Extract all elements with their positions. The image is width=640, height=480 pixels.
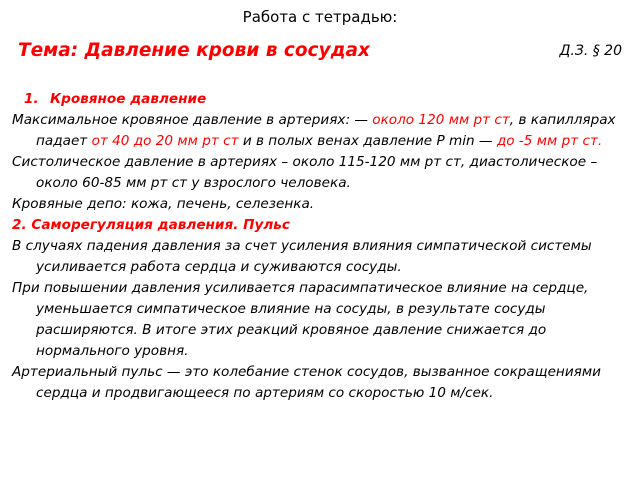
page-header: Работа с тетрадью: <box>242 8 398 26</box>
topic-title: Тема: Давление крови в сосудах <box>18 40 370 61</box>
homework-reference: Д.З. § 20 <box>559 43 622 59</box>
section-number: 1. <box>24 91 39 107</box>
content <box>12 89 624 404</box>
paragraph-pressure-drop: В случаях падения давления за счет усиления влияния симпатической системы усиливается работа сердца и суживаются сосуды. <box>12 238 592 275</box>
paragraph-max-pressure <box>12 110 624 152</box>
highlight-value: около 120 мм рт ст <box>372 112 510 128</box>
section-heading-self-regulation: 2. Саморегуляция давления. Пульс <box>12 217 290 233</box>
paragraph-blood-depots: Кровяные депо: кожа, печень, селезенка. <box>12 196 315 212</box>
text-run: Максимальное кровяное давление в артериях: — <box>12 112 373 128</box>
topic-row <box>18 40 622 66</box>
highlight-value: от 40 до 20 мм рт ст <box>91 133 239 149</box>
text-run: и в полых венах давление P min — <box>238 133 497 149</box>
paragraph-pressure-rise: При повышении давления усиливается парасимпатическое влияние на сердце, уменьшается симпатическое влияние на сосуды, в результате сосуды расширяются. В итоге этих реакций кровяное давление снижается до нормального уровня. <box>12 280 589 359</box>
highlight-value: до -5 мм рт ст. <box>496 133 603 149</box>
paragraph-systolic-diastolic: Систолическое давление в артериях – около 115-120 мм рт ст, диастолическое – около 60-85 мм рт ст у взрослого человека. <box>12 154 598 191</box>
paragraph-arterial-pulse: Артериальный пульс — это колебание стенок сосудов, вызванное сокращениями сердца и продвигающееся по артериям со скоростью 10 м/сек. <box>12 364 601 401</box>
text-run: , в капиллярах падает <box>36 112 616 149</box>
section-heading-blood-pressure <box>12 89 624 110</box>
section-title: Кровяное давление <box>50 91 207 107</box>
